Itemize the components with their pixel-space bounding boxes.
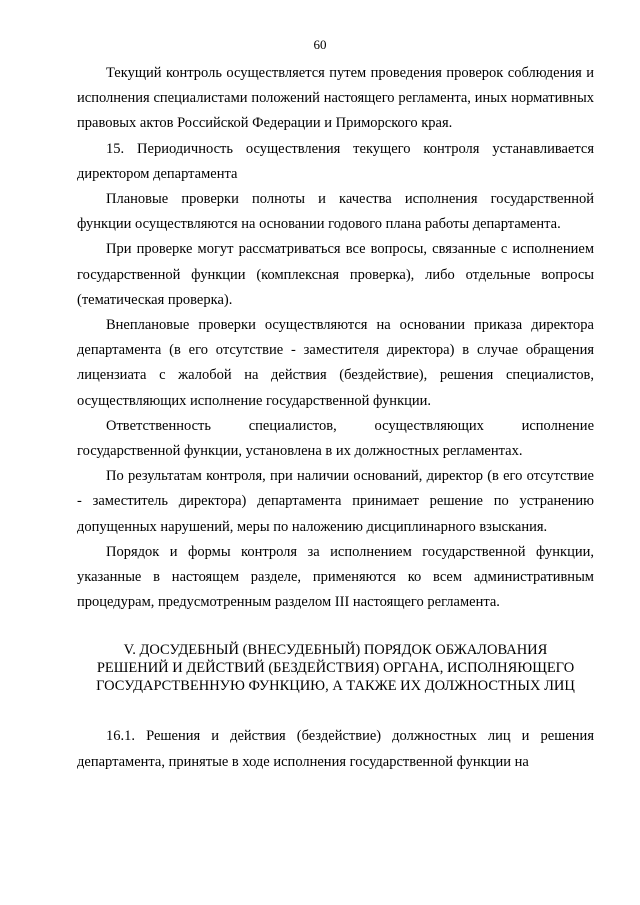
paragraph-appeal-decisions: 16.1. Решения и действия (бездействие) должностных лиц и решения департамента, принятые в ходе исполнения государственной функции на [77, 728, 594, 770]
section-heading-line-3: ГОСУДАРСТВЕННУЮ ФУНКЦИЮ, А ТАКЖЕ ИХ ДОЛЖНОСТНЫХ ЛИЦ [96, 678, 575, 695]
paragraph-unscheduled-inspections: Внеплановые проверки осуществляются на основании приказа директора департамента (в его отсутствие - заместителя директора) в случае обращения лицензиата с жалобой на действия (бездействие), решения специалистов, осуществляющих исполнение государственной функции. [77, 317, 594, 409]
paragraph-control-periodicity: 15. Периодичность осуществления текущего контроля устанавливается директором департамента [77, 140, 594, 182]
page-number: 60 [313, 37, 327, 52]
paragraph-inspection-questions: При проверке могут рассматриваться все вопросы, связанные с исполнением государственной функции (комплексная проверка), либо отдельные вопросы (тематическая проверка). [77, 241, 594, 308]
section-heading [77, 641, 594, 695]
paragraph-control-results: По результатам контроля, при наличии оснований, директор (в его отсутствие - заместитель директора) департамента принимает решение по устранению допущенных нарушений, меры по наложению дисциплинарного взыскания. [77, 468, 594, 535]
section-heading-line-1: V. ДОСУДЕБНЫЙ (ВНЕСУДЕБНЫЙ) ПОРЯДОК ОБЖАЛОВАНИЯ [123, 642, 548, 659]
paragraph-responsibility: Ответственность специалистов, осуществляющих исполнение государственной функции, установлена в их должностных регламентах. [77, 417, 594, 460]
section-heading-line-2: РЕШЕНИЙ И ДЕЙСТВИЙ (БЕЗДЕЙСТВИЯ) ОРГАНА, ИСПОЛНЯЮЩЕГО [96, 660, 575, 677]
paragraph-current-control: Текущий контроль осуществляется путем проведения проверок соблюдения и исполнения специалистами положений настоящего регламента, иных нормативных правовых актов Российской Федерации и Приморского края. [77, 65, 594, 132]
paragraph-planned-inspections: Плановые проверки полноты и качества исполнения государственной функции осуществляются на основании годового плана работы департамента. [77, 191, 594, 233]
paragraph-control-procedure: Порядок и формы контроля за исполнением государственной функции, указанные в настоящем разделе, применяются ко всем административным процедурам, предусмотренным разделом III настоящего регламента. [77, 543, 594, 611]
document-body [77, 61, 594, 775]
